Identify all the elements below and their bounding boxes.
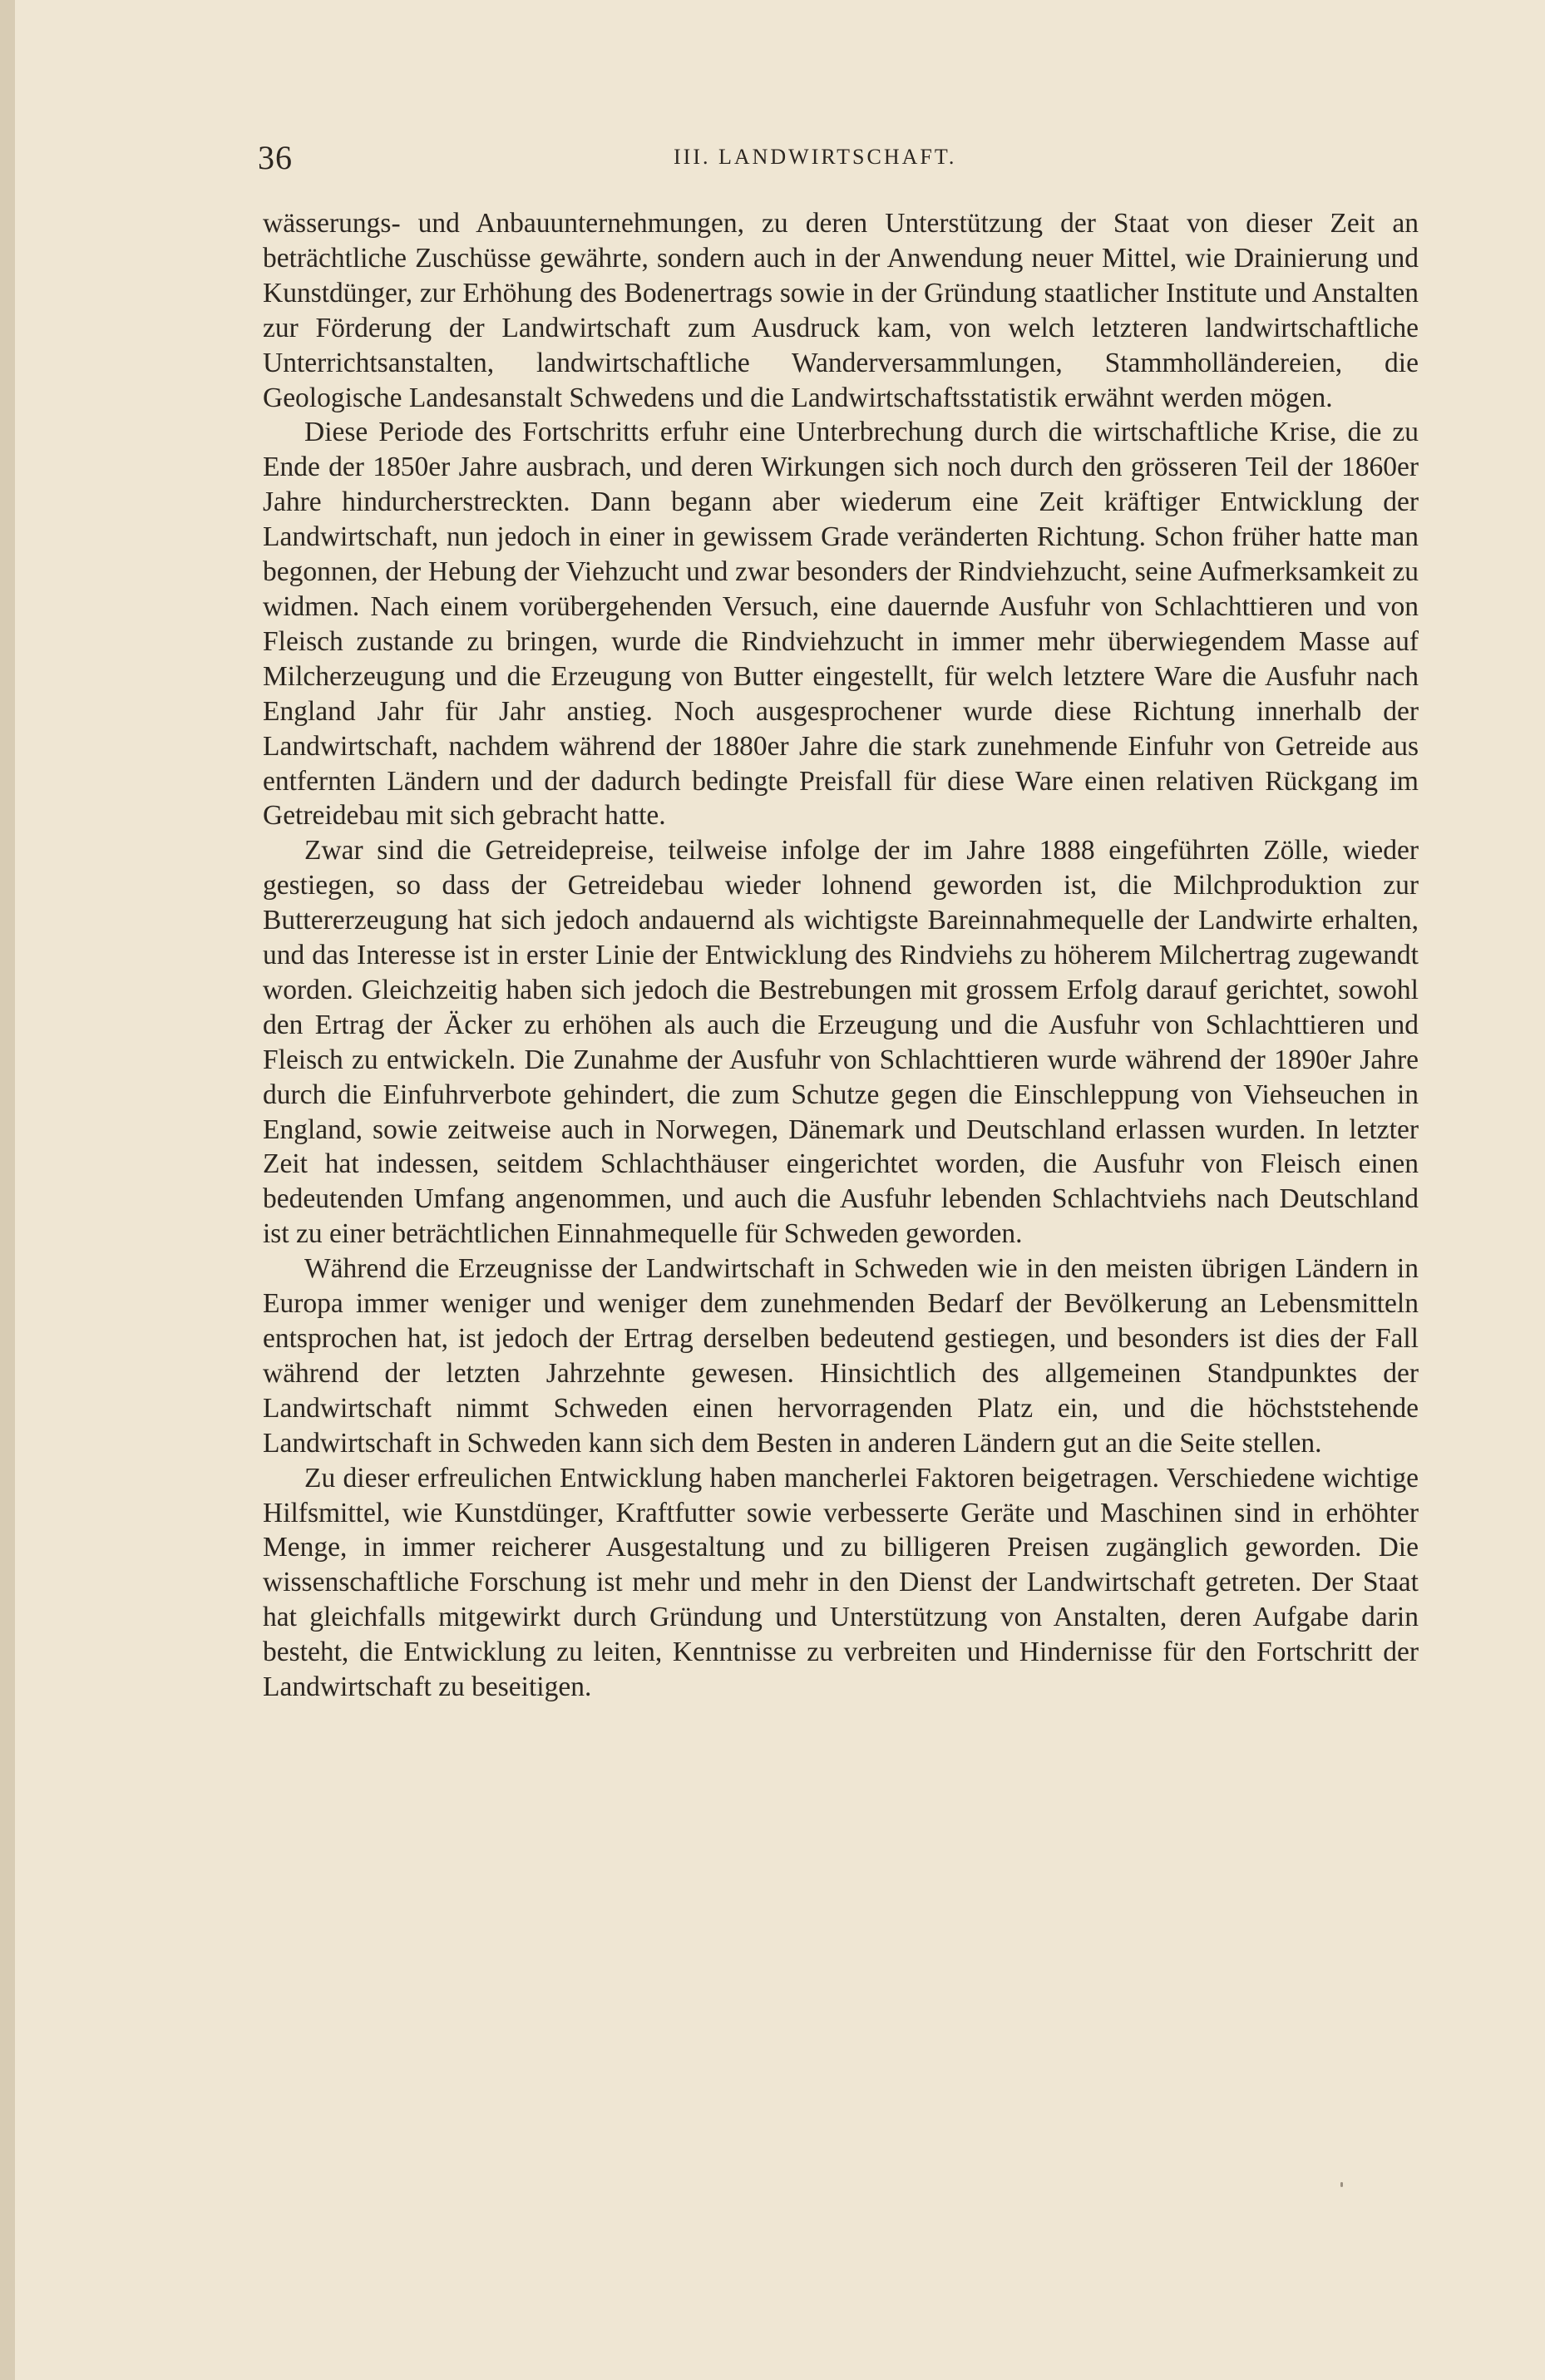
- page-binding-edge: [0, 0, 15, 2380]
- paragraph: Diese Periode des Fortschritts erfuhr eine Unterbrechung durch die wirtschaftliche Krise, die zu Ende der 1850er Jahre ausbrach, und deren Wirkungen sich noch durch den grösseren Teil der 1860er Jahre hindurcherstreckten. Dann begann aber wiederum eine Zeit kräftiger Entwicklung der Landwirtschaft, nun jedoch in einer in gewissem Grade veränderten Richtung. Schon früher hatte man begonnen, der Hebung der Viehzucht und zwar besonders der Rindviehzucht, seine Aufmerksamkeit zu widmen. Nach einem vorübergehenden Versuch, eine dauernde Ausfuhr von Schlachttieren und von Fleisch zustande zu bringen, wurde die Rindviehzucht in immer mehr überwiegendem Masse auf Milcherzeugung und die Erzeugung von Butter eingestellt, für welch letztere Ware die Ausfuhr nach England Jahr für Jahr anstieg. Noch ausgesprochener wurde diese Richtung innerhalb der Landwirtschaft, nachdem während der 1880er Jahre die stark zunehmende Einfuhr von Getreide aus entfernten Ländern und der dadurch bedingte Preisfall für diese Ware einen relativen Rückgang im Getreidebau mit sich gebracht hatte.: [263, 417, 1419, 832]
- paper-speck: [1340, 2182, 1343, 2187]
- body-text: [263, 206, 1419, 1705]
- paragraph: wässerungs- und Anbauunternehmungen, zu deren Unterstützung der Staat von dieser Zeit an beträchtliche Zuschüsse gewährte, sondern auch in der Anwendung neuer Mittel, wie Drainierung und Kunstdünger, zur Erhöhung des Bodenertrags sowie in der Gründung staatlicher Institute und Anstalten zur Förderung der Landwirtschaft zum Ausdruck kam, von welch letzteren landwirtschaftliche Unterrichtsanstalten, landwirtschaftliche Wanderversammlungen, Stammholländereien, die Geologische Landesanstalt Schwedens und die Landwirtschaftsstatistik erwähnt werden mögen.: [263, 208, 1419, 413]
- paragraph: Zwar sind die Getreidepreise, teilweise infolge der im Jahre 1888 eingeführten Zölle, wieder gestiegen, so dass der Getreidebau wieder lohnend geworden ist, die Milchproduktion zur Buttererzeugung hat sich jedoch andauernd als wichtigste Bareinnahmequelle der Landwirte erhalten, und das Interesse ist in erster Linie der Entwicklung des Rindviehs zu höherem Milchertrag zugewandt worden. Gleichzeitig haben sich jedoch die Bestrebungen mit grossem Erfolg darauf gerichtet, sowohl den Ertrag der Äcker zu erhöhen als auch die Erzeugung und die Ausfuhr von Schlachttieren und Fleisch zu entwickeln. Die Zunahme der Ausfuhr von Schlachttieren wurde während der 1890er Jahre durch die Einfuhrverbote gehindert, die zum Schutze gegen die Einschleppung von Viehseuchen in England, sowie zeitweise auch in Norwegen, Dänemark und Deutschland erlassen wurden. In letzter Zeit hat indessen, seitdem Schlachthäuser eingerichtet worden, die Ausfuhr von Fleisch einen bedeutenden Umfang angenommen, und auch die Ausfuhr lebenden Schlachtviehs nach Deutschland ist zu einer beträchtlichen Einnahmequelle für Schweden geworden.: [263, 835, 1419, 1250]
- paragraph: Während die Erzeugnisse der Landwirtschaft in Schweden wie in den meisten übrigen Ländern in Europa immer weniger und weniger dem zunehmenden Bedarf der Bevölkerung an Lebensmitteln entsprochen hat, ist jedoch der Ertrag derselben bedeutend gestiegen, und besonders ist dies der Fall während der letzten Jahrzehnte gewesen. Hinsichtlich des allgemeinen Standpunktes der Landwirtschaft nimmt Schweden einen hervorragenden Platz ein, und die höchststehende Landwirtschaft in Schweden kann sich dem Besten in anderen Ländern gut an die Seite stellen.: [263, 1253, 1419, 1459]
- page-header: [258, 138, 1405, 188]
- paragraph: Zu dieser erfreulichen Entwicklung haben mancherlei Faktoren beigetragen. Verschiedene wichtige Hilfsmittel, wie Kunstdünger, Kraftfutter sowie verbesserte Geräte und Maschinen sind in erhöhter Menge, in immer reicherer Ausgestaltung und zu billigeren Preisen zugänglich geworden. Die wissenschaftliche Forschung ist mehr und mehr in den Dienst der Landwirtschaft getreten. Der Staat hat gleichfalls mitgewirkt durch Gründung und Unterstützung von Anstalten, deren Aufgabe darin besteht, die Entwicklung zu leiten, Kenntnisse zu verbreiten und Hindernisse für den Fortschritt der Landwirtschaft zu beseitigen.: [263, 1462, 1419, 1703]
- page-number: 36: [258, 139, 293, 176]
- running-head: III. LANDWIRTSCHAFT.: [674, 145, 957, 169]
